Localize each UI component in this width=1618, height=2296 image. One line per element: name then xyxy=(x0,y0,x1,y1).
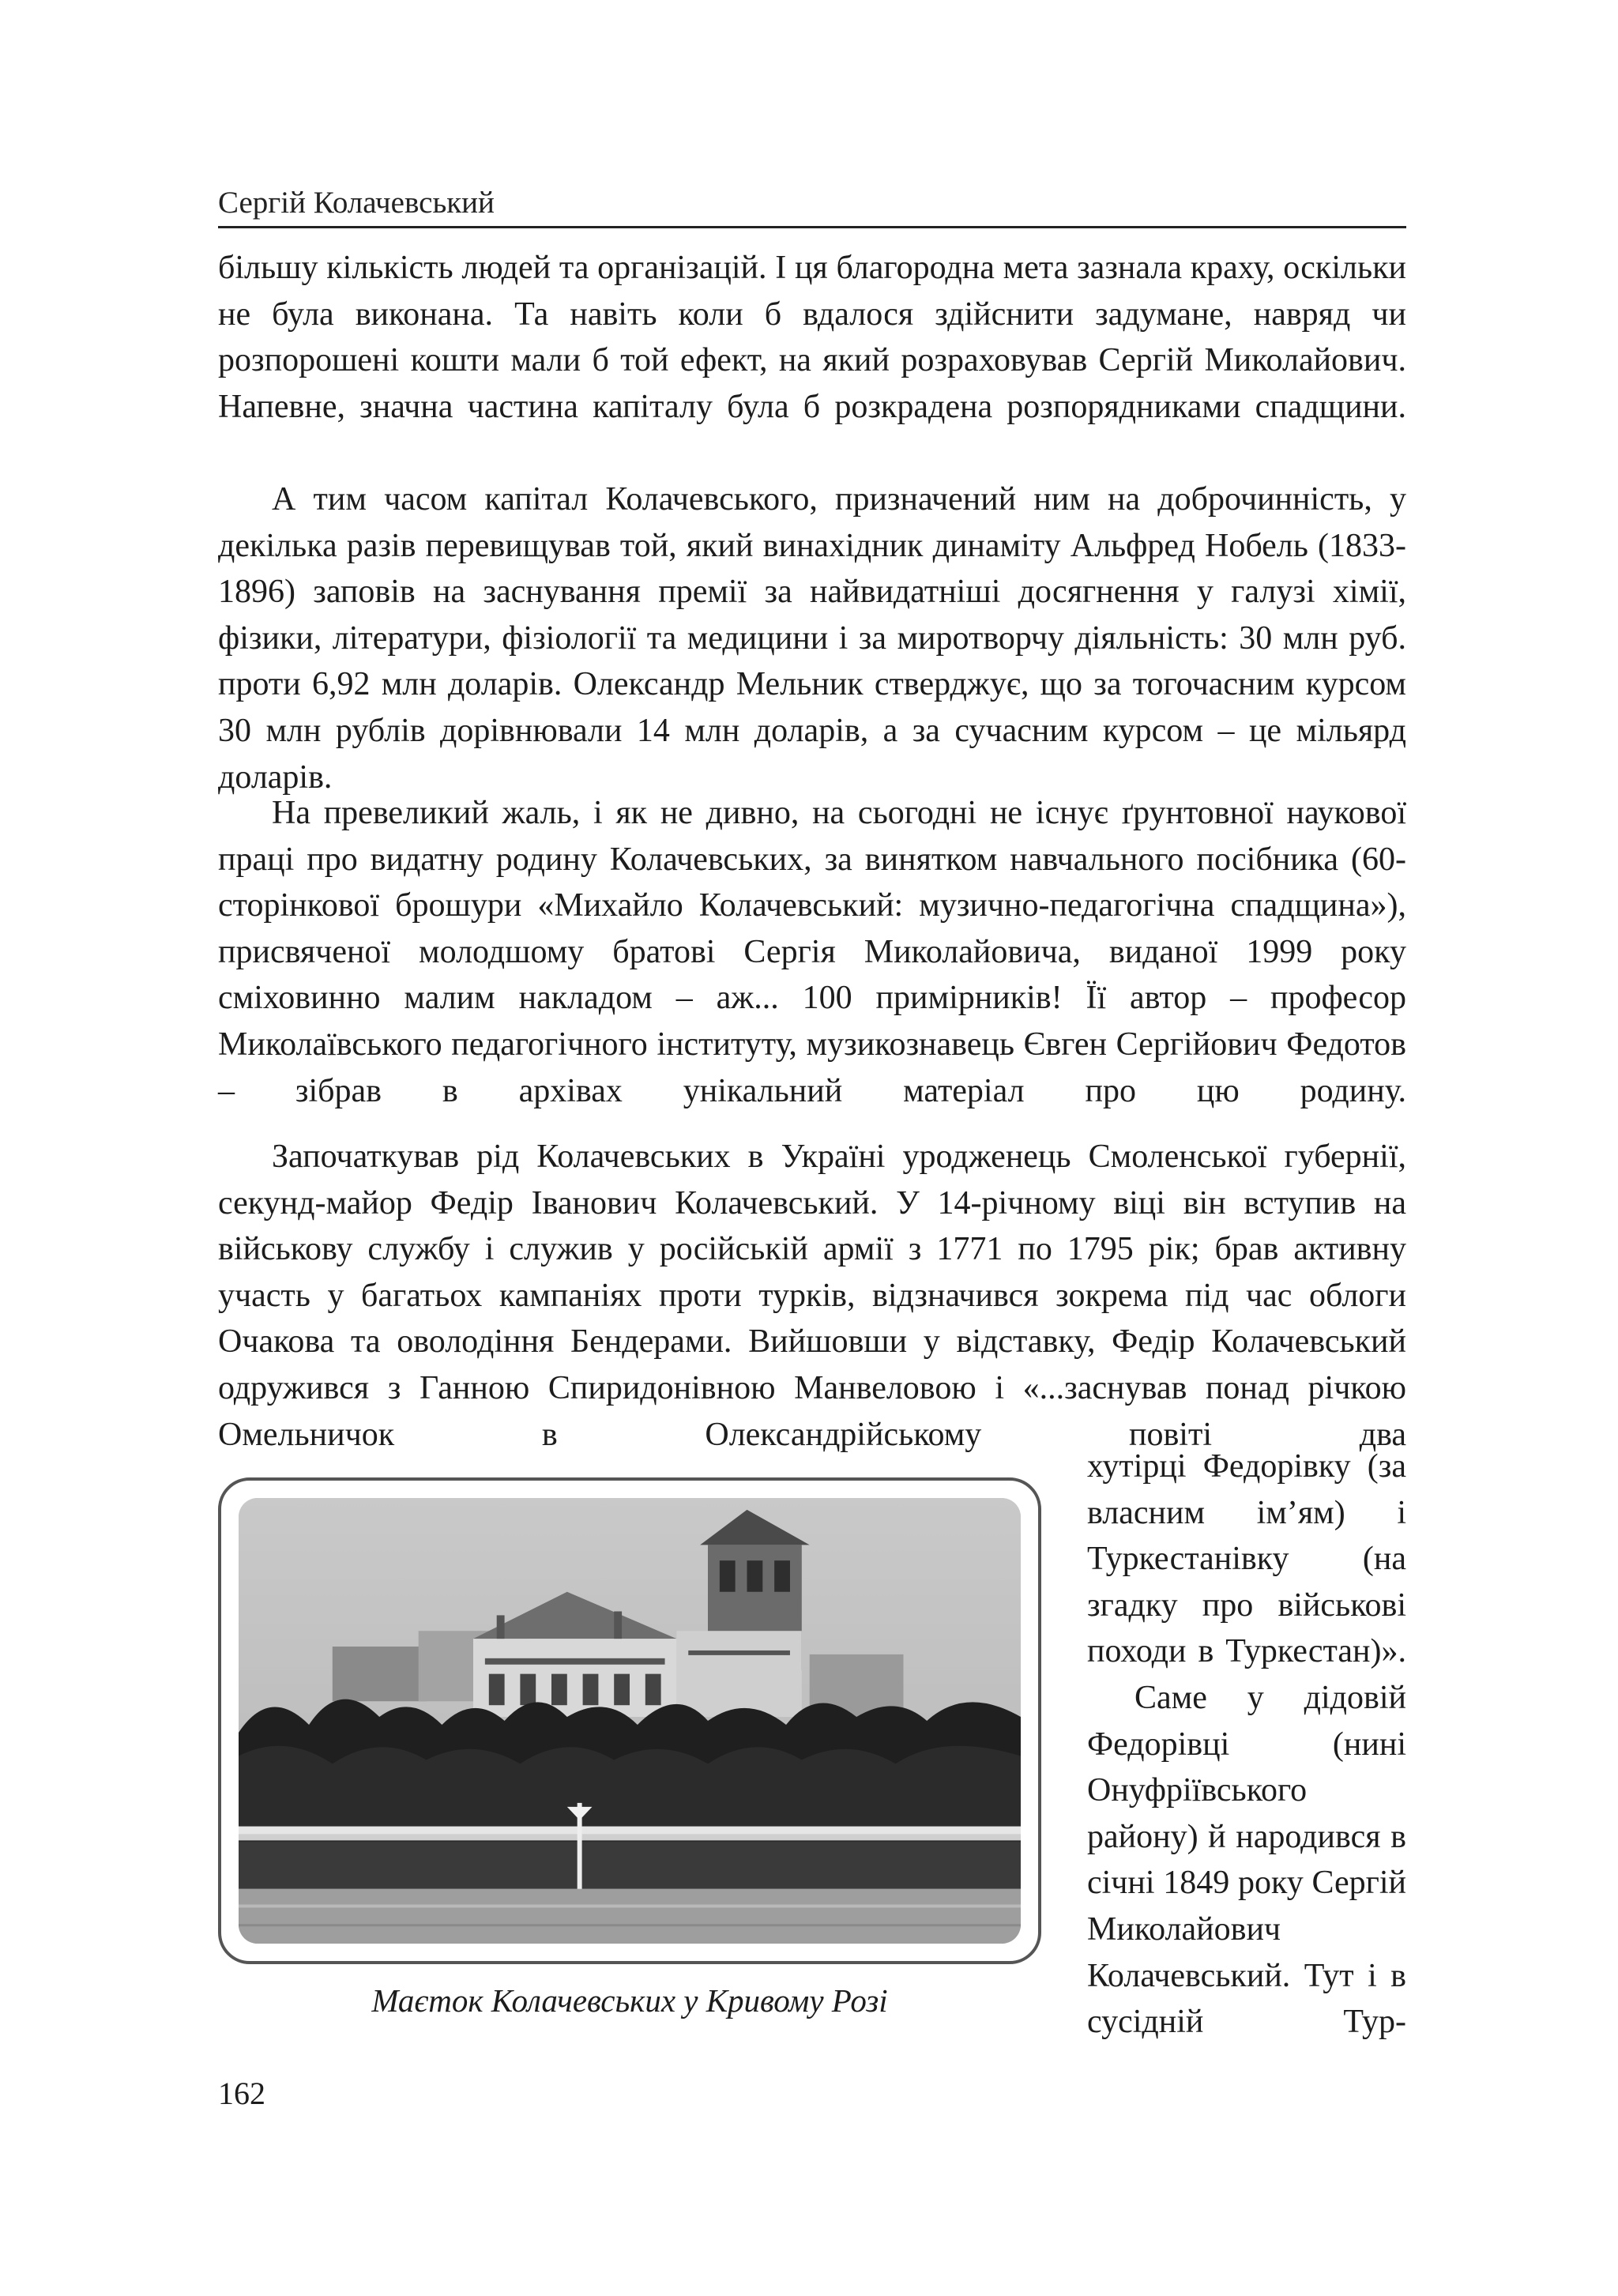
paragraph-4-continuation: хутірці Федорівку (за власним ім’ям) і Туркестанівку (на згадку про військові походи в Туркестан)». xyxy=(1087,1448,1406,1670)
running-title: Сергій Колачевський xyxy=(218,186,495,220)
paragraph-4: Започаткував рід Колачевських в Україні уродженець Смоленської губернії, секунд-майор Федір Іванович Колачевський. У 14-річному віці він вступив на військову службу і служив у російській армії з 1771 по 1795 рік; брав активну участь у багатьох кампаніях проти турків, відзначився зокрема під час облоги Очакова та оволодіння Бендерами. Вийшовши у відставку, Федір Колачевський одружився з Ганною Спиридонівною Манвеловою і «...заснував понад річкою Омельничок в Олександрійському повіті два xyxy=(218,1139,1406,1453)
side-column xyxy=(1087,1443,1406,2046)
paragraph-1: більшу кількість людей та організацій. І ця благородна мета зазнала краху, оскільки не була виконана. Та навіть коли б вдалося здійснити задумане, навряд чи розпорошені кошти мали б той ефект, на який розраховував Сергій Миколайович. Напевне, значна частина капіталу була б розкрадена розпорядниками спадщини. xyxy=(218,250,1406,425)
photo-caption: Маєток Колачевських у Кривому Розі xyxy=(371,1982,888,2019)
paragraph-5: Саме у дідовій Федорівці (нині Онуфріївського району) й народився в січні 1849 року Сергій Миколайович Колачевський. Тут і в сусідній Тур- xyxy=(1087,1679,1406,2041)
paragraph-2: А тим часом капітал Колачевського, призначений ним на доброчинність, у декілька разів перевищував той, який винахідник динаміту Альфред Нобель (1833-1896) заповів на заснування премії за найвидатніші досягнення у галузі хімії, фізики, літератури, фізіології та медицини і за миротворчу діяльність: 30 млн руб. проти 6,92 млн доларів. Олександр Мельник стверджує, що за тогочасним курсом 30 млн рублів дорівнювали 14 млн доларів, а за сучасним курсом – це мільярд доларів. xyxy=(218,481,1406,796)
paragraph-3: На превеликий жаль, і як не дивно, на сьогодні не існує ґрунтовної наукової праці про видатну родину Колачевських, за винятком навчального посібника (60-сторінкової брошури «Михайло Колачевський: музично-педагогічна спадщина»), присвяченої молодшому братові Сергія Миколайовича, виданої 1999 року сміховинно малим накладом – аж... 100 примірників! Її автор – професор Миколаївського педагогічного інституту, музикознавець Євген Сергійович Федотов – зібрав в архівах унікальний матеріал про цю родину. xyxy=(218,795,1406,1109)
page-number: 162 xyxy=(218,2076,265,2111)
header-rule xyxy=(218,226,1406,228)
photo-frame xyxy=(218,1477,1041,1964)
estate-photo xyxy=(239,1498,1021,1944)
estate-photo-illustration xyxy=(239,1498,1021,1944)
